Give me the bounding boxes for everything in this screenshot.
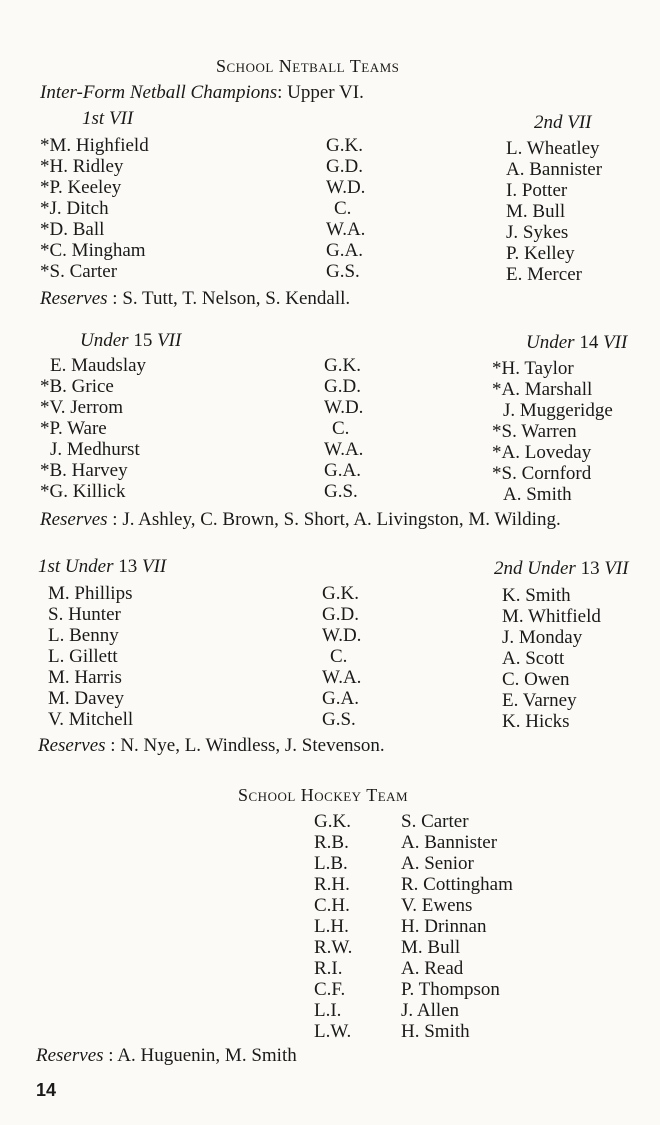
heading-number: 14: [579, 332, 599, 353]
position: C.: [332, 418, 350, 439]
champions-colon: :: [277, 82, 288, 103]
position: G.A.: [324, 460, 361, 481]
champions-label: Inter-Form Netball Champions: [40, 82, 278, 103]
player: M. Phillips: [48, 583, 133, 604]
player: *B. Harvey: [40, 460, 128, 481]
under15-heading: [80, 330, 181, 351]
heading-team: VII: [157, 330, 182, 351]
player: L. Benny: [48, 625, 119, 646]
player: *A. Loveday: [492, 442, 592, 463]
champions-line: [40, 82, 364, 103]
player: L. Gillett: [48, 646, 118, 667]
reserves-names: J. Ashley, C. Brown, S. Short, A. Livingston, M. Wilding.: [122, 509, 561, 530]
under15-players: [40, 355, 146, 502]
player: A. Smith: [503, 484, 572, 505]
position: C.: [330, 646, 348, 667]
reserves-colon: :: [105, 735, 121, 756]
heading-number: 13: [580, 558, 600, 579]
position: W.A.: [326, 219, 366, 240]
position: L.I.: [314, 1000, 342, 1021]
player: R. Cottingham: [401, 874, 513, 895]
heading-number: 15: [133, 330, 153, 351]
first-under13-players: [48, 583, 133, 730]
position: G.D.: [322, 604, 359, 625]
position: R.B.: [314, 832, 349, 853]
heading-ordinal: 1st: [82, 108, 105, 129]
player: *H. Ridley: [40, 156, 124, 177]
player: H. Smith: [401, 1021, 470, 1042]
position: G.S.: [324, 481, 358, 502]
position: G.D.: [324, 376, 361, 397]
player: K. Smith: [502, 585, 571, 606]
position: W.D.: [324, 397, 364, 418]
player: V. Ewens: [401, 895, 473, 916]
netball-title: School Netball Teams: [216, 56, 400, 76]
heading-under: 2nd Under: [494, 558, 576, 579]
player: A. Scott: [502, 648, 565, 669]
reserves-label: Reserves: [40, 288, 108, 309]
position: G.A.: [322, 688, 359, 709]
reserves-colon: :: [107, 288, 123, 309]
position: G.K.: [314, 811, 351, 832]
reserves-names: A. Huguenin, M. Smith: [117, 1045, 297, 1066]
section1-positions: [326, 135, 365, 282]
section3-positions: [322, 583, 361, 730]
position: G.K.: [322, 583, 359, 604]
player: S. Hunter: [48, 604, 121, 625]
second-under13-players: [502, 585, 601, 732]
player: J. Allen: [401, 1000, 460, 1021]
player: E. Varney: [502, 690, 577, 711]
player: A. Bannister: [401, 832, 498, 853]
player: *B. Grice: [40, 376, 114, 397]
player: A. Read: [401, 958, 464, 979]
heading-under: Under: [80, 330, 129, 351]
section2-reserves: [40, 509, 561, 530]
under14-heading: [526, 332, 627, 353]
reserves-label: Reserves: [40, 509, 108, 530]
player: J. Medhurst: [50, 439, 140, 460]
heading-team: VII: [108, 108, 134, 129]
position: W.D.: [322, 625, 362, 646]
player: *C. Mingham: [40, 240, 146, 261]
hockey-title: School Hockey Team: [238, 785, 409, 805]
heading-ordinal: 2nd: [534, 112, 563, 133]
heading-team: VII: [603, 332, 628, 353]
player: *P. Keeley: [40, 177, 122, 198]
heading-team: VII: [141, 556, 167, 577]
position: G.K.: [326, 135, 363, 156]
hockey-players: [401, 811, 513, 1042]
position: L.B.: [314, 853, 348, 874]
player: E. Mercer: [506, 264, 582, 285]
player: *S. Carter: [40, 261, 118, 282]
player: M. Whitfield: [502, 606, 601, 627]
position: G.S.: [326, 261, 360, 282]
first-under13-heading: [38, 556, 166, 577]
player: J. Monday: [502, 627, 583, 648]
player: C. Owen: [502, 669, 570, 690]
player: H. Drinnan: [401, 916, 487, 937]
under14-players: [492, 358, 613, 505]
position: W.A.: [322, 667, 362, 688]
position: W.D.: [326, 177, 366, 198]
position: G.A.: [326, 240, 363, 261]
player: P. Thompson: [401, 979, 500, 1000]
second-under13-heading: [494, 558, 629, 579]
player: A. Senior: [401, 853, 474, 874]
heading-team: VII: [567, 112, 592, 133]
player: L. Wheatley: [506, 138, 600, 159]
player: A. Bannister: [506, 159, 603, 180]
player: V. Mitchell: [48, 709, 134, 730]
position: C.F.: [314, 979, 346, 1000]
first-vii-heading: [82, 108, 133, 129]
heading-number: 13: [118, 556, 138, 577]
player: *V. Jerrom: [40, 397, 124, 418]
heading-under: 1st Under: [38, 556, 114, 577]
position: W.A.: [324, 439, 364, 460]
hockey-positions: [314, 811, 352, 1042]
section1-reserves: [40, 288, 350, 309]
position: C.: [334, 198, 352, 219]
player: M. Davey: [48, 688, 124, 709]
reserves-names: S. Tutt, T. Nelson, S. Kendall.: [122, 288, 351, 309]
section3-reserves: [38, 735, 385, 756]
player: *H. Taylor: [492, 358, 574, 379]
position: G.D.: [326, 156, 363, 177]
reserves-label: Reserves: [38, 735, 106, 756]
player: P. Kelley: [506, 243, 575, 264]
player: S. Carter: [401, 811, 469, 832]
player: *A. Marshall: [492, 379, 593, 400]
player: *S. Warren: [492, 421, 577, 442]
reserves-label: Reserves: [36, 1045, 104, 1066]
player: M. Bull: [506, 201, 566, 222]
player: *P. Ware: [40, 418, 107, 439]
player: *S. Cornford: [492, 463, 592, 484]
player: E. Maudslay: [50, 355, 147, 376]
player: M. Bull: [401, 937, 461, 958]
player: K. Hicks: [502, 711, 570, 732]
champions-value: Upper VI.: [287, 82, 364, 103]
first-vii-players: [40, 135, 149, 282]
position: L.H.: [314, 916, 349, 937]
player: M. Harris: [48, 667, 122, 688]
position: G.K.: [324, 355, 361, 376]
hockey-reserves: [36, 1045, 297, 1066]
reserves-colon: :: [103, 1045, 118, 1066]
position: G.S.: [322, 709, 356, 730]
player: J. Muggeridge: [503, 400, 613, 421]
section2-positions: [324, 355, 363, 502]
position: R.W.: [314, 937, 353, 958]
position: C.H.: [314, 895, 350, 916]
page-number: 14: [36, 1080, 57, 1100]
player: I. Potter: [506, 180, 568, 201]
player: *D. Ball: [40, 219, 105, 240]
second-vii-players: [506, 138, 602, 285]
player: *M. Highfield: [40, 135, 149, 156]
heading-team: VII: [604, 558, 629, 579]
player: *G. Killick: [40, 481, 126, 502]
player: J. Sykes: [506, 222, 569, 243]
position: R.I.: [314, 958, 343, 979]
position: R.H.: [314, 874, 350, 895]
heading-under: Under: [526, 332, 575, 353]
reserves-names: N. Nye, L. Windless, J. Stevenson.: [120, 735, 385, 756]
reserves-colon: :: [107, 509, 123, 530]
second-vii-heading: [534, 112, 592, 133]
player: *J. Ditch: [40, 198, 109, 219]
position: L.W.: [314, 1021, 352, 1042]
